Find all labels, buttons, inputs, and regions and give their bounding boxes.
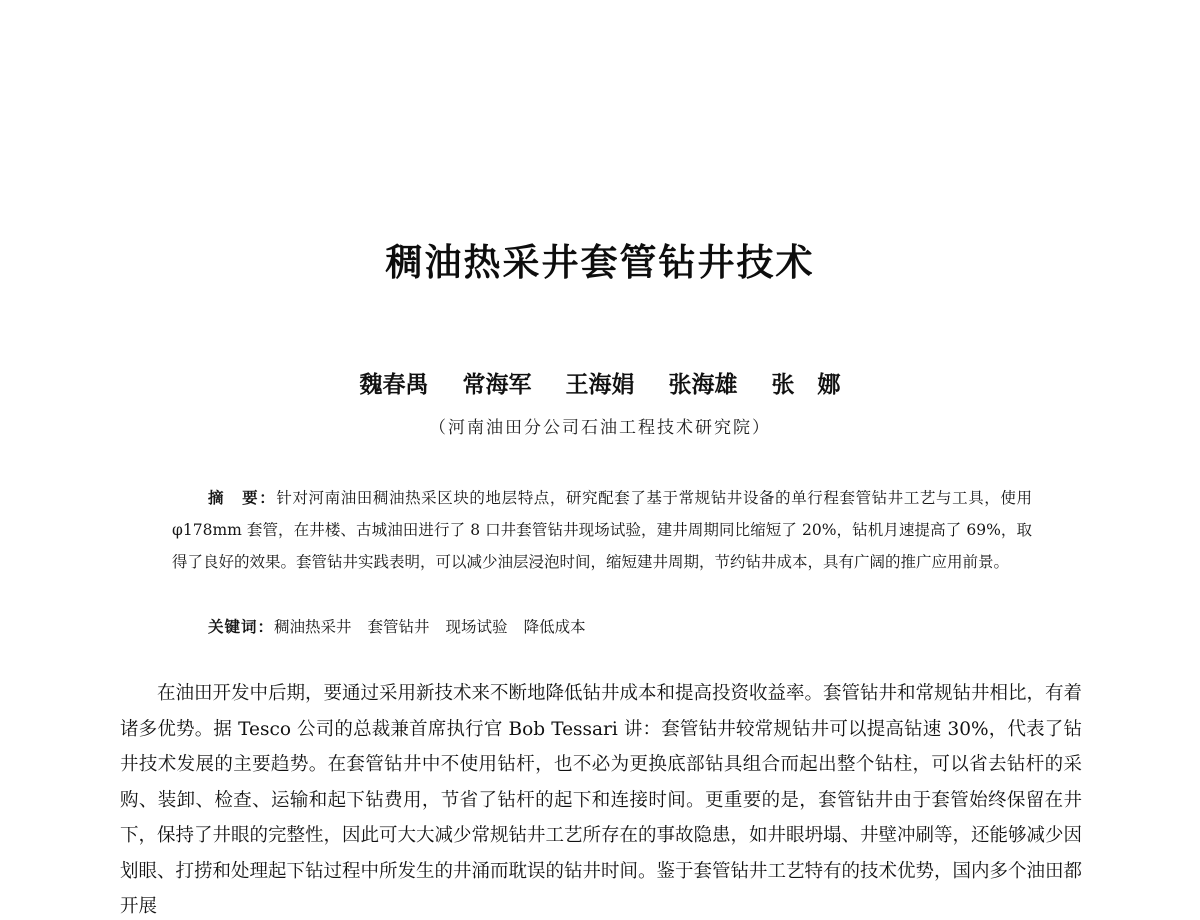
paper-title: 稠油热采井套管钻井技术	[385, 241, 815, 284]
keyword: 套管钻井	[367, 618, 430, 636]
author-name: 王海娟	[565, 371, 635, 398]
keywords	[208, 611, 1028, 643]
keyword: 稠油热采井	[274, 618, 352, 636]
author-name: 张海雄	[668, 371, 738, 398]
keyword: 现场试验	[445, 618, 508, 636]
author-name: 张 娜	[771, 371, 841, 398]
keywords-label: 关键词：	[208, 618, 275, 636]
abstract-text: 针对河南油田稠油热采区块的地层特点，研究配套了基于常规钻井设备的单行程套管钻井工艺与工具，使用φ178mm 套管，在井楼、古城油田进行了 8 口井套管钻井现场试验，建井周期同比缩短了 20%，钻机月速提高了 69%，取得了良好的效果。套管钻井实践表明，可以减少油层浸泡时间，缩短建井周期，节约钻井成本，具有广阔的推广应用前景。	[172, 489, 1032, 571]
keyword: 降低成本	[523, 618, 586, 636]
author-list	[0, 366, 1200, 399]
body-paragraph: 在油田开发中后期，要通过采用新技术来不断地降低钻井成本和提高投资收益率。套管钻井和常规钻井相比，有着诸多优势。据 Tesco 公司的总裁兼首席执行官 Bob Tessari 讲：套管钻井较常规钻井可以提高钻速 30%，代表了钻井技术发展的主要趋势。在套管钻井中不使用钻杆，也不必为更换底部钻具组合而起出整个钻柱，可以省去钻杆的采购、装卸、检查、运输和起下钻费用，节省了钻杆的起下和连接时间。更重要的是，套管钻井由于套管始终保留在井下，保持了井眼的完整性，因此可大大减少常规钻井工艺所存在的事故隐患，如井眼坍塌、井壁冲刷等，还能够减少因划眼、打捞和处理起下钻过程中所发生的井涌而耽误的钻井时间。鉴于套管钻井工艺特有的技术优势，国内多个油田都开展	[120, 683, 1083, 917]
affiliation: （河南油田分公司石油工程技术研究院）	[429, 418, 771, 438]
author-name: 魏春禺	[359, 371, 429, 398]
author-name: 常海军	[462, 371, 532, 398]
abstract-label: 摘 要：	[208, 489, 277, 507]
abstract	[172, 482, 1032, 578]
